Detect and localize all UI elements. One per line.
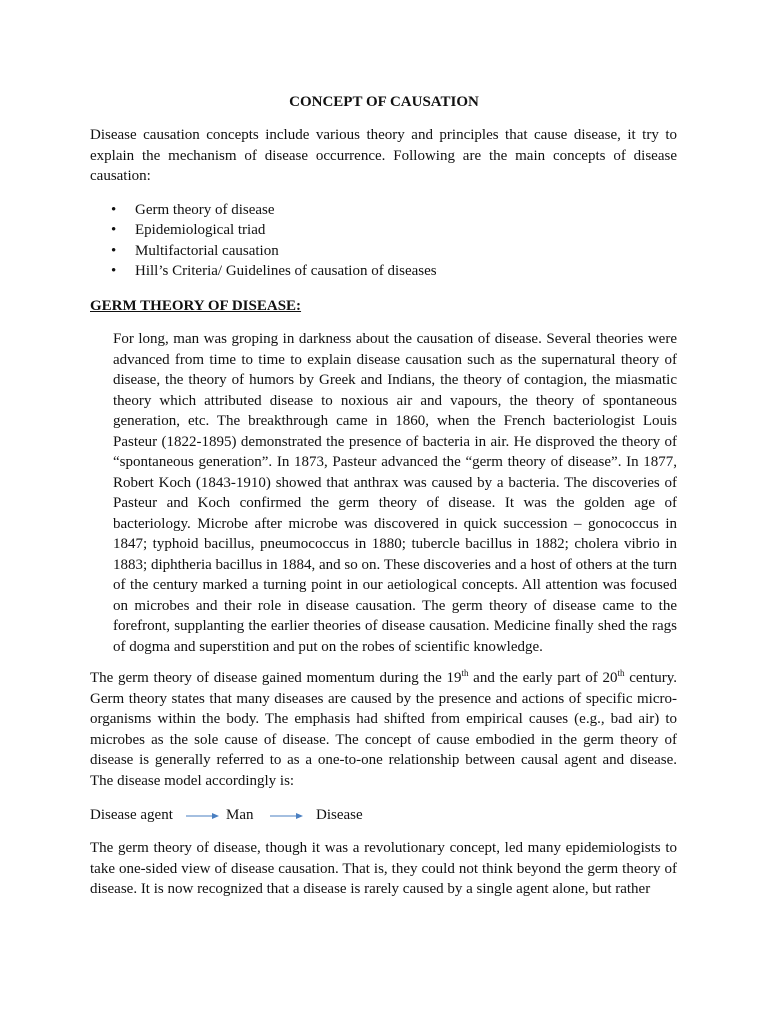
list-item: • Multifactorial causation <box>90 241 677 261</box>
list-item: • Epidemiological triad <box>90 220 677 240</box>
superscript: th <box>461 668 469 678</box>
concepts-list <box>90 200 677 281</box>
document-title: CONCEPT OF CAUSATION <box>289 94 479 110</box>
bullet-icon: • <box>111 262 117 279</box>
bullet-icon: • <box>111 222 117 239</box>
bullet-icon: • <box>111 202 117 218</box>
arrow-right-icon <box>186 811 220 821</box>
closing-paragraph: The germ theory of disease, though it was a revolutionary concept, led many epidemiologists to take one-sided view of disease causation. That is, they could not think beyond the germ theory of disease. It is now recognized that a disease is rarely caused by a single agent alone, but rather <box>90 840 677 897</box>
intro-paragraph: Disease causation concepts include various theory and principles that cause disease, it try to explain the mechanism of disease occurrence. Following are the main concepts of disease causation: <box>90 127 677 184</box>
bullet-icon: • <box>111 242 117 259</box>
model-host-label: Man <box>226 807 254 823</box>
momentum-paragraph: The germ theory of disease gained momentum during the 19th and the early part of 20th century. Germ theory states that many diseases are caused by the presence and actions of specific micro-organisms within the body. The emphasis had shifted from empirical causes (e.g., bad air) to microbes as the sole cause of disease. The concept of cause embodied in the germ theory of disease is generally referred to as a one-to-one relationship between causal agent and disease. The disease model accordingly is: <box>90 668 677 789</box>
disease-model <box>90 805 677 827</box>
superscript: th <box>617 668 625 678</box>
list-item: • Germ theory of disease <box>90 200 677 220</box>
model-outcome-label: Disease <box>316 807 363 823</box>
list-item: • Hill’s Criteria/ Guidelines of causation of diseases <box>90 261 677 281</box>
arrow-right-icon <box>270 811 304 821</box>
model-agent-label: Disease agent <box>90 807 173 823</box>
germ-theory-paragraph: For long, man was groping in darkness about the causation of disease. Several theories were advanced from time to time to explain disease causation such as the supernatural theory of disease, the theory of humors by Greek and Indians, the theory of contagion, the miasmatic theory which attributed disease to noxious air and vapours, the theory of spontaneous generation, etc. The breakthrough came in 1860, when the French bacteriologist Louis Pasteur (1822-1895) demonstrated the presence of bacteria in air. He disproved the theory of “spontaneous generation”. In 1873, Pasteur advanced the “germ theory of disease”. In 1877, Robert Koch (1843-1910) showed that anthrax was caused by a bacteria. The discoveries of Pasteur and Koch confirmed the germ theory of disease. It was the golden age of bacteriology. Microbe after microbe was discovered in quick succession – gonococcus in 1847; typhoid bacillus, pneumococcus in 1880; tubercle bacillus in 1882; cholera vibrio in 1883; diphtheria bacillus in 1884, and so on. These discoveries and a host of others at the turn of the century marked a turning point in our aetiological concepts. All attention was focused on microbes and their role in disease causation. The germ theory of disease came to the forefront, supplanting the earlier theories of disease causation. Medicine finally shed the rags of dogma and superstition and put on the robes of scientific knowledge. <box>113 331 677 655</box>
section-heading-germ-theory: GERM THEORY OF DISEASE: <box>90 298 302 314</box>
